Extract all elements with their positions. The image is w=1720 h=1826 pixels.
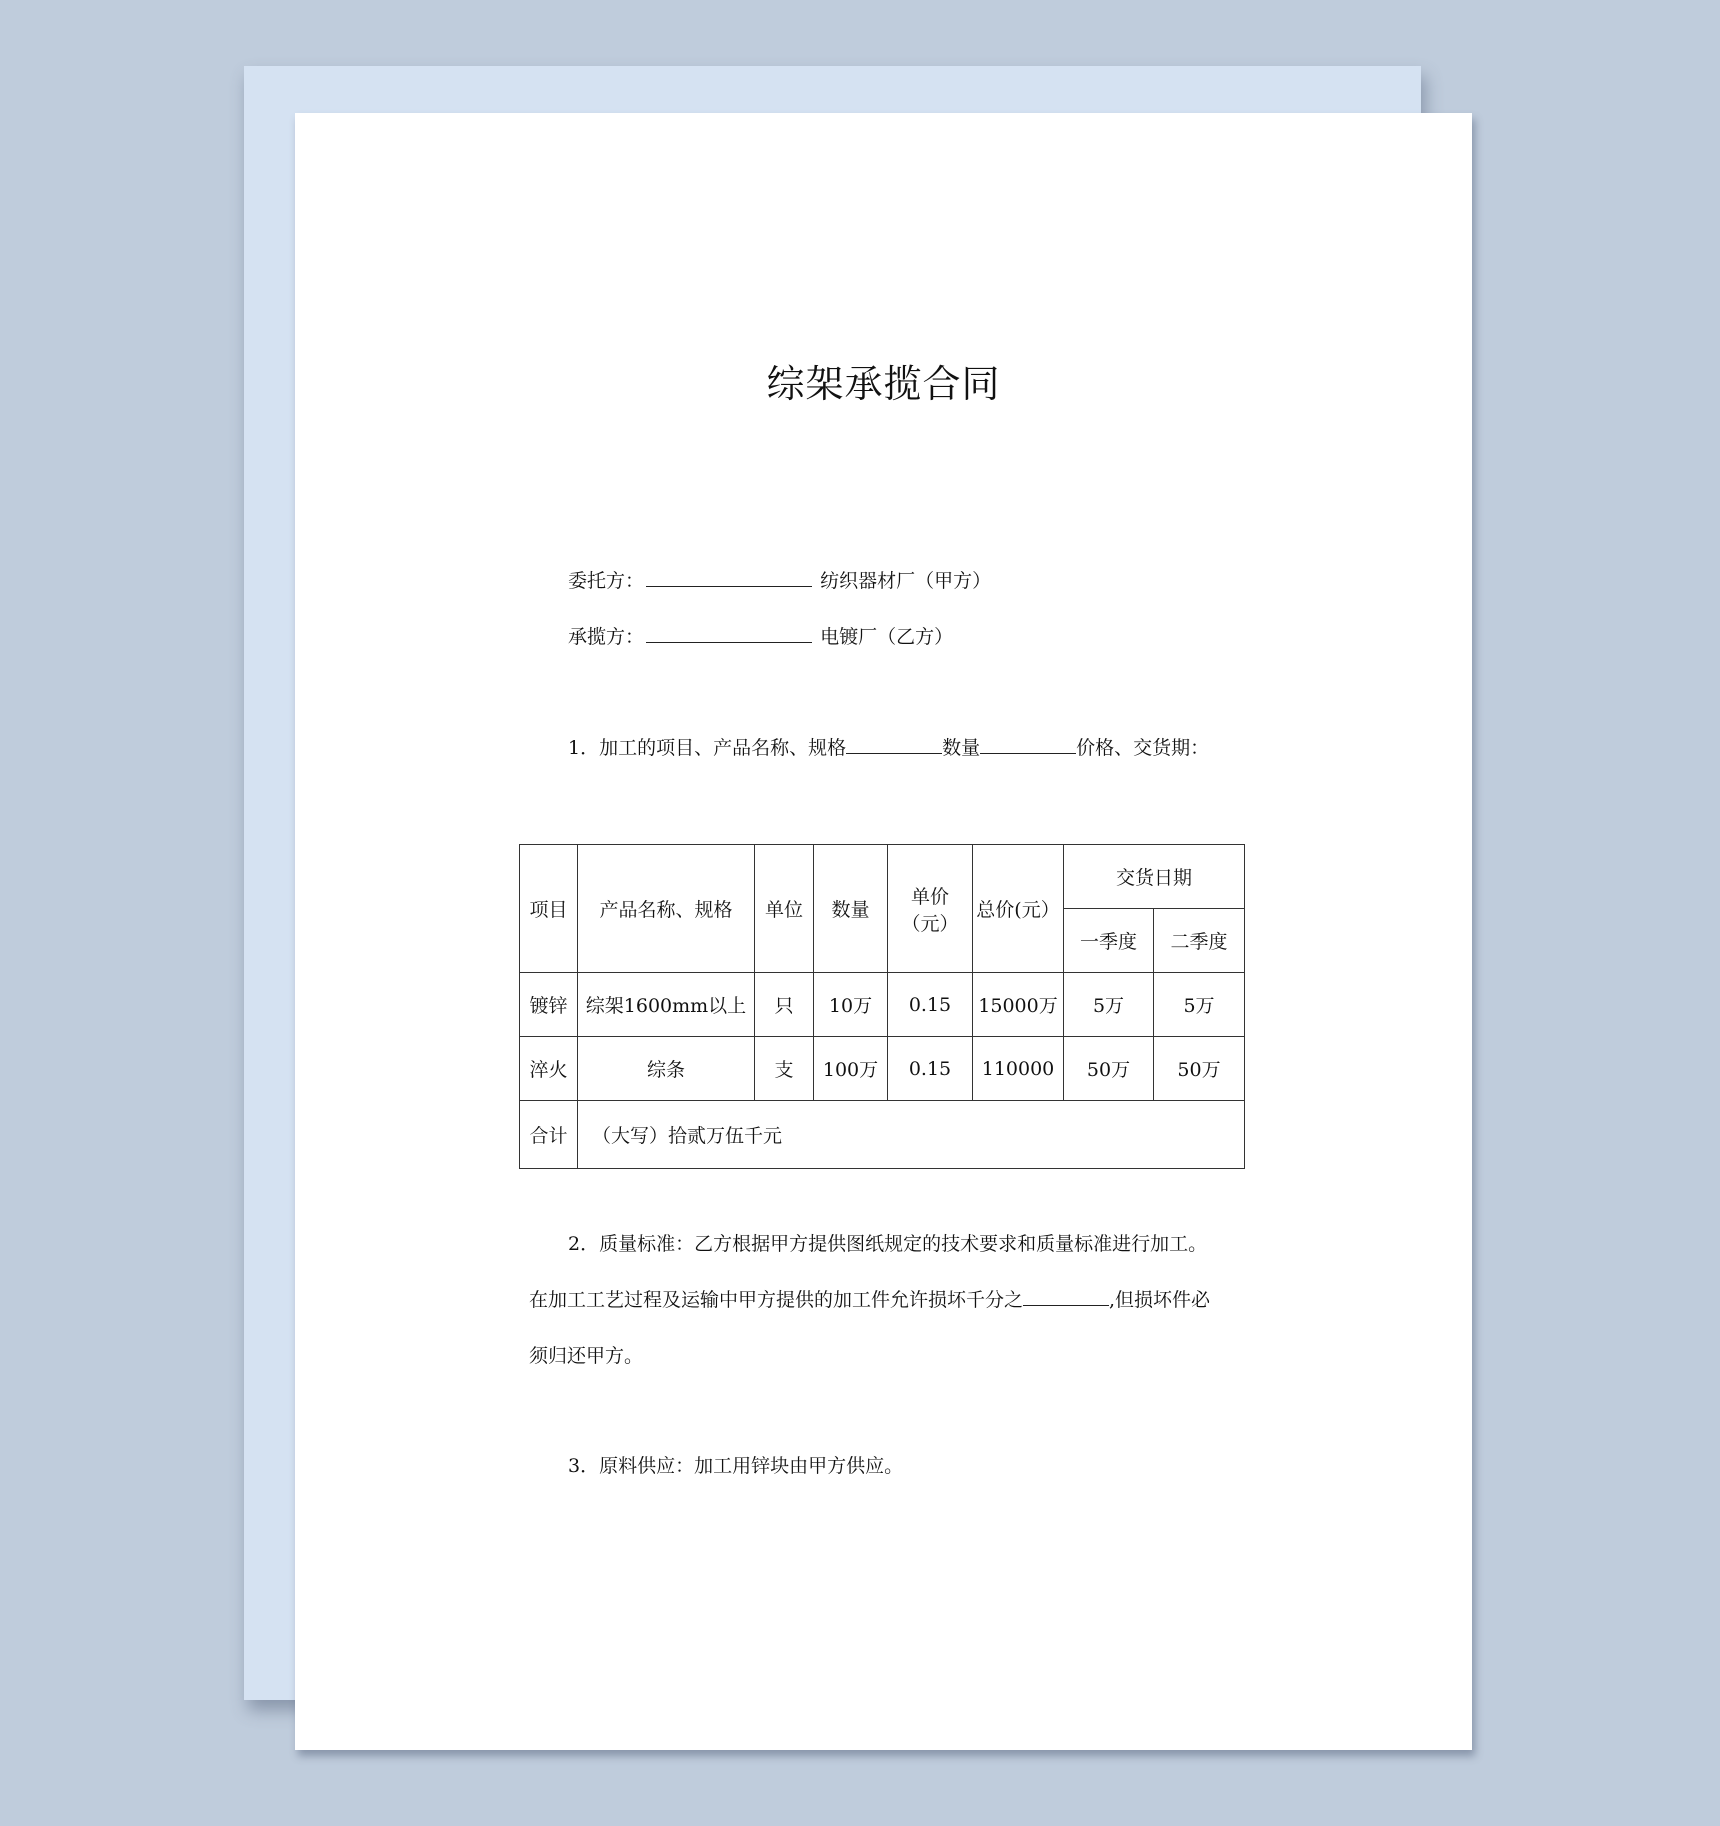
clause-2-line-3: 须归还甲方。 bbox=[529, 1345, 644, 1367]
party-a-blank[interactable] bbox=[646, 567, 812, 587]
header-q1: 一季度 bbox=[1064, 909, 1154, 973]
cell-product: 综条 bbox=[578, 1037, 755, 1101]
header-unit-price bbox=[888, 845, 973, 973]
cell-q1: 50万 bbox=[1064, 1037, 1154, 1101]
cell-total: 15000万 bbox=[973, 973, 1064, 1037]
document-title: 综架承揽合同 bbox=[766, 362, 1001, 406]
cell-qty: 10万 bbox=[814, 973, 888, 1037]
clause-1-text-b: 数量 bbox=[942, 737, 981, 759]
damage-rate-blank[interactable] bbox=[1023, 1286, 1109, 1306]
header-total: 总价(元） bbox=[973, 845, 1064, 973]
party-a-name: 纺织器材厂（甲方） bbox=[820, 570, 992, 592]
cell-total: 110000 bbox=[973, 1037, 1064, 1101]
party-b-name: 电镀厂（乙方） bbox=[820, 626, 954, 648]
clause-2-line-1: 2．质量标准：乙方根据甲方提供图纸规定的技术要求和质量标准进行加工。 bbox=[568, 1233, 1208, 1255]
table-header-row bbox=[520, 845, 1245, 909]
party-a-label: 委托方： bbox=[568, 570, 645, 592]
clause-1-text-c: 价格、交货期： bbox=[1076, 737, 1210, 759]
cell-q2: 5万 bbox=[1154, 973, 1245, 1037]
party-b-line bbox=[568, 622, 953, 649]
clause-3: 3．原料供应：加工用锌块由甲方供应。 bbox=[568, 1455, 904, 1477]
header-unit: 单位 bbox=[755, 845, 814, 973]
table-row bbox=[520, 973, 1245, 1037]
cell-sum-label: 合计 bbox=[520, 1101, 578, 1169]
table-row bbox=[520, 1037, 1245, 1101]
party-b-blank[interactable] bbox=[646, 623, 812, 643]
header-q2: 二季度 bbox=[1154, 909, 1245, 973]
spec-blank[interactable] bbox=[846, 734, 942, 754]
quantity-blank[interactable] bbox=[980, 734, 1076, 754]
header-item: 项目 bbox=[520, 845, 578, 973]
cell-q2: 50万 bbox=[1154, 1037, 1245, 1101]
table-sum-row bbox=[520, 1101, 1245, 1169]
cell-product: 综架1600mm以上 bbox=[578, 973, 755, 1037]
header-product: 产品名称、规格 bbox=[578, 845, 755, 973]
cell-unit-price: 0.15 bbox=[888, 973, 973, 1037]
cell-unit: 只 bbox=[755, 973, 814, 1037]
cell-sum-value: （大写）拾贰万伍千元 bbox=[578, 1101, 1245, 1169]
clause-2-text-b: ,但损坏件必 bbox=[1109, 1289, 1211, 1311]
cell-item: 淬火 bbox=[520, 1037, 578, 1101]
clause-2-text-a: 在加工工艺过程及运输中甲方提供的加工件允许损坏千分之 bbox=[529, 1289, 1024, 1311]
clause-1-text-a: 1．加工的项目、产品名称、规格 bbox=[568, 737, 847, 759]
party-a-line bbox=[568, 566, 991, 593]
header-unit-price-line1: 单价 bbox=[910, 885, 949, 908]
cell-unit-price: 0.15 bbox=[888, 1037, 973, 1101]
document-page bbox=[295, 113, 1472, 1750]
cell-item: 镀锌 bbox=[520, 973, 578, 1037]
cell-q1: 5万 bbox=[1064, 973, 1154, 1037]
cell-qty: 100万 bbox=[814, 1037, 888, 1101]
clause-1 bbox=[568, 733, 1209, 760]
party-b-label: 承揽方： bbox=[568, 626, 645, 648]
cell-unit: 支 bbox=[755, 1037, 814, 1101]
header-unit-price-line2: （元） bbox=[901, 912, 959, 935]
header-delivery: 交货日期 bbox=[1064, 845, 1245, 909]
header-qty: 数量 bbox=[814, 845, 888, 973]
processing-items-table bbox=[519, 844, 1245, 1169]
clause-2-line-2 bbox=[529, 1285, 1210, 1312]
